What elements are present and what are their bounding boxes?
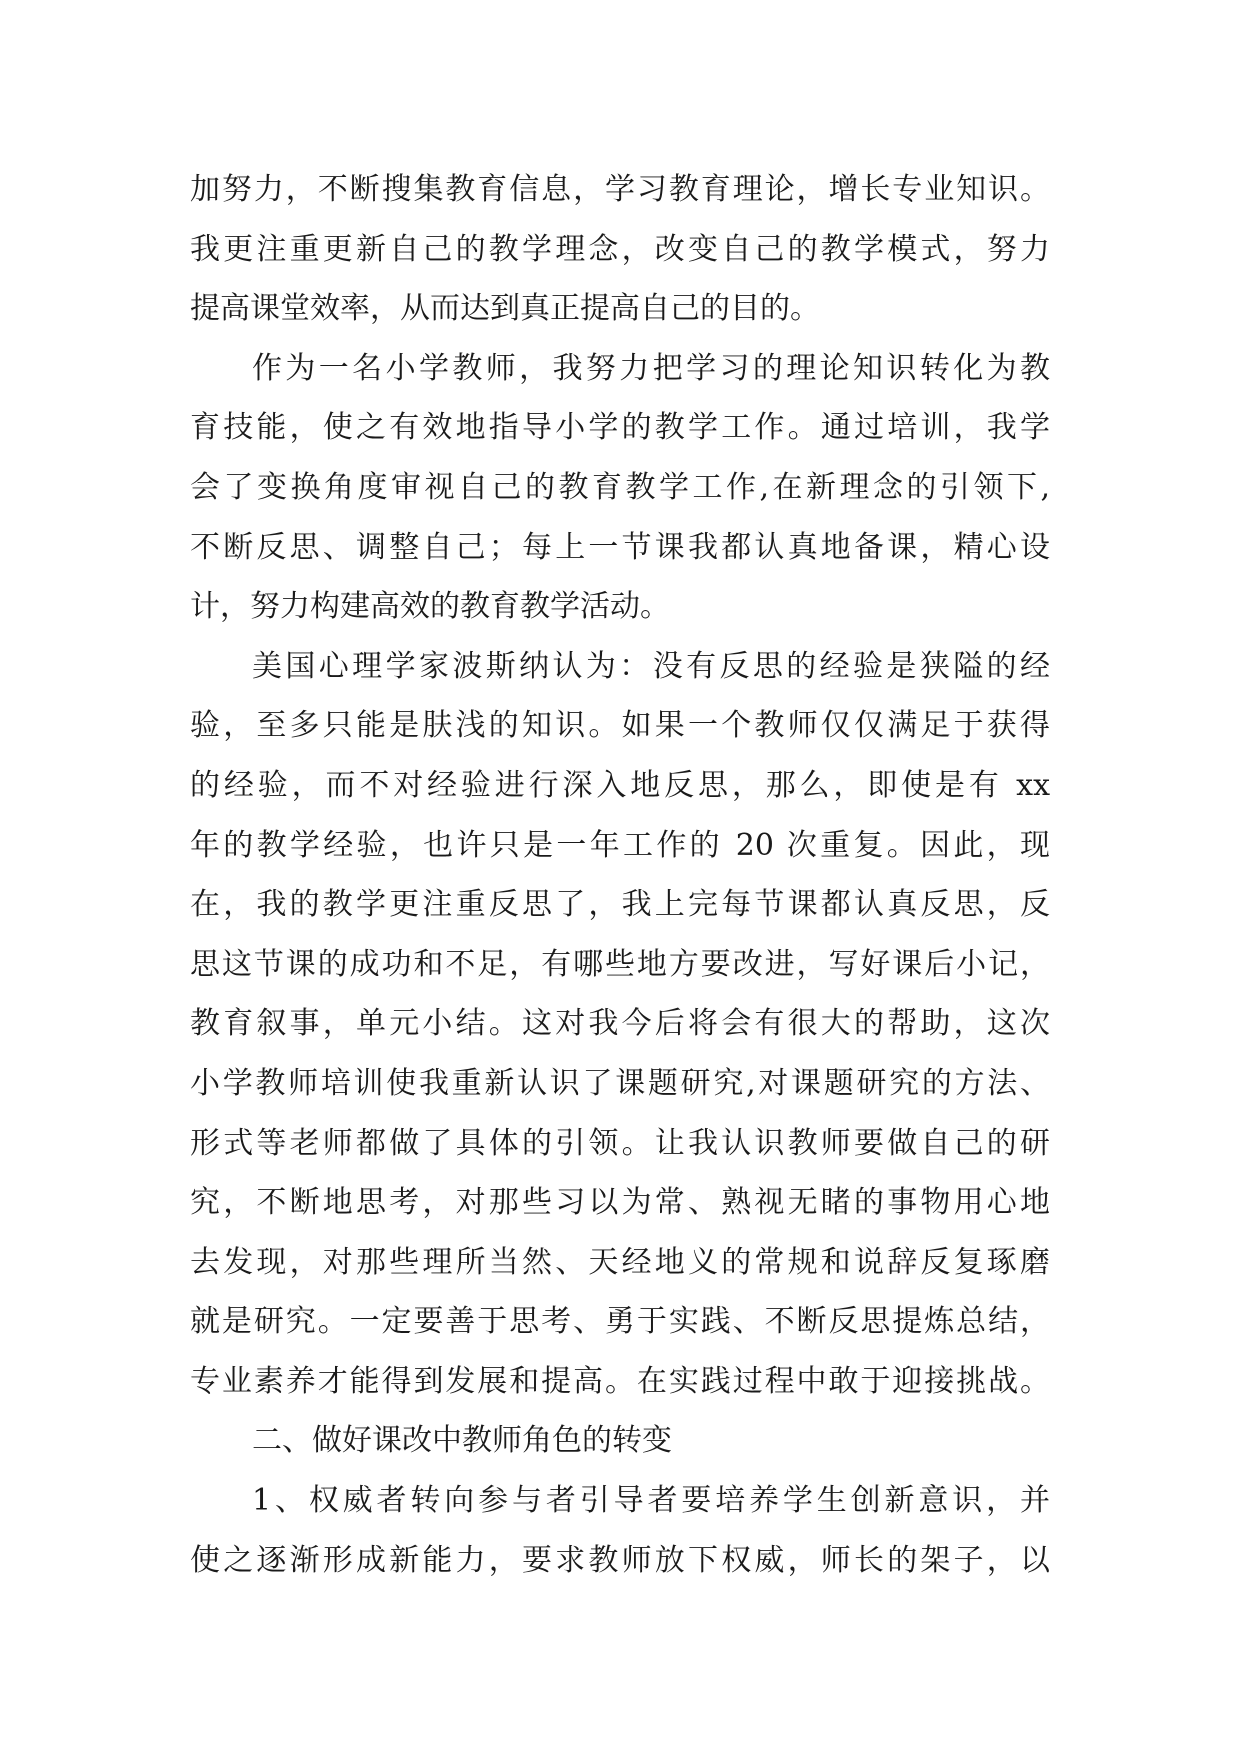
paragraph-start-line: 美国心理学家波斯纳认为：没有反思的经验是狭隘的经 bbox=[252, 648, 1050, 684]
text-line: 形式等老师都做了具体的引领。让我认识教师要做自己的研 bbox=[190, 1125, 1050, 1161]
text-line: 使之逐渐形成新能力，要求教师放下权威，师长的架子，以 bbox=[190, 1542, 1050, 1578]
text-line: 专业素养才能得到发展和提高。在实践过程中敢于迎接挑战。 bbox=[190, 1363, 1050, 1399]
text-line: 年的教学经验，也许只是一年工作的 20 次重复。因此，现 bbox=[190, 827, 1050, 863]
text-line: 会了变换角度审视自己的教育教学工作,在新理念的引领下, bbox=[190, 469, 1050, 505]
section-heading: 二、做好课改中教师角色的转变 bbox=[252, 1423, 672, 1459]
text-line: 教育叙事，单元小结。这对我今后将会有很大的帮助，这次 bbox=[190, 1006, 1050, 1042]
text-line: 我更注重更新自己的教学理念，改变自己的教学模式，努力 bbox=[190, 231, 1050, 267]
text-line: 计，努力构建高效的教育教学活动。 bbox=[190, 589, 670, 625]
text-line: 究，不断地思考，对那些习以为常、熟视无睹的事物用心地 bbox=[190, 1185, 1050, 1221]
text-line: 育技能，使之有效地指导小学的教学工作。通过培训，我学 bbox=[190, 410, 1050, 446]
text-line: 小学教师培训使我重新认识了课题研究,对课题研究的方法、 bbox=[190, 1065, 1050, 1101]
text-line: 在，我的教学更注重反思了，我上完每节课都认真反思，反 bbox=[190, 887, 1050, 923]
document-body bbox=[190, 160, 1050, 1590]
text-line: 的经验，而不对经验进行深入地反思，那么，即使是有 xx bbox=[190, 767, 1050, 803]
text-line: 去发现，对那些理所当然、天经地义的常规和说辞反复琢磨 bbox=[190, 1244, 1050, 1280]
text-line: 就是研究。一定要善于思考、勇于实践、不断反思提炼总结， bbox=[190, 1304, 1050, 1340]
text-line: 不断反思、调整自己；每上一节课我都认真地备课，精心设 bbox=[190, 529, 1050, 565]
paragraph-start-line: 1、权威者转向参与者引导者要培养学生创新意识，并 bbox=[252, 1483, 1050, 1519]
text-line: 提高课堂效率，从而达到真正提高自己的目的。 bbox=[190, 291, 820, 327]
paragraph-start-line: 作为一名小学教师，我努力把学习的理论知识转化为教 bbox=[252, 350, 1050, 386]
text-line: 验，至多只能是肤浅的知识。如果一个教师仅仅满足于获得 bbox=[190, 708, 1050, 744]
text-line: 加努力，不断搜集教育信息，学习教育理论，增长专业知识。 bbox=[190, 172, 1050, 207]
text-line: 思这节课的成功和不足，有哪些地方要改进，写好课后小记， bbox=[190, 946, 1050, 982]
